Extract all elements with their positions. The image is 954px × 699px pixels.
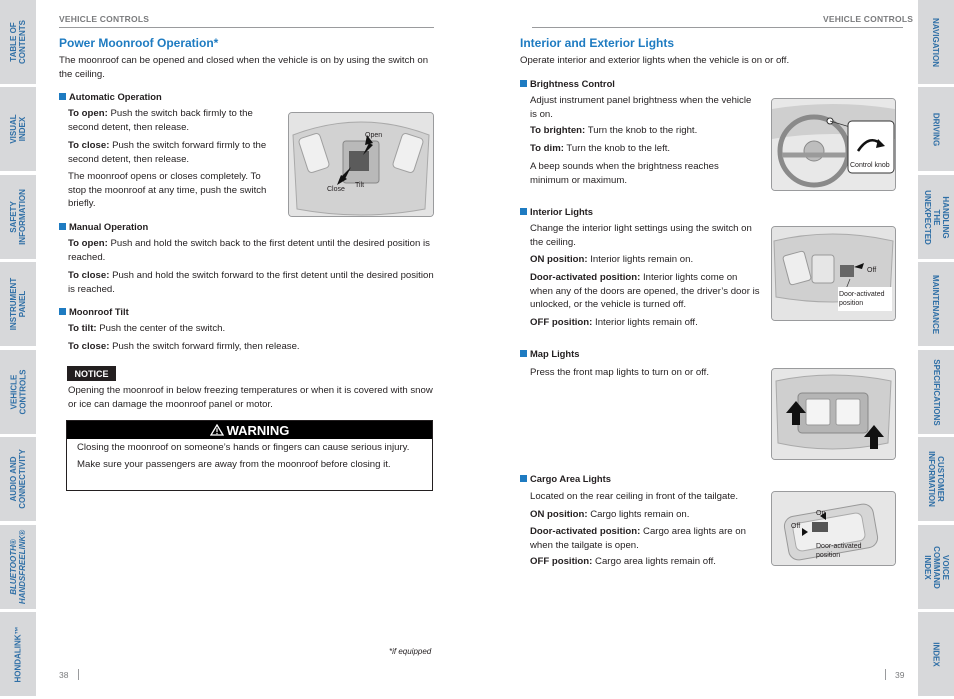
subheading-manual: Manual Operation bbox=[59, 221, 148, 232]
section-title: Interior and Exterior Lights bbox=[520, 36, 675, 50]
subheading-brightness: Brightness Control bbox=[520, 78, 615, 89]
page-number-left: 38 bbox=[59, 670, 69, 680]
subheading-tilt: Moonroof Tilt bbox=[59, 306, 129, 317]
intro-text: The moonroof can be opened and closed when the vehicle is on by using the switch on the ceiling. bbox=[59, 55, 429, 80]
interior-light-switch-figure bbox=[771, 226, 896, 321]
tab-table-of-contents[interactable]: TABLE OF CONTENTS bbox=[0, 0, 36, 87]
subheading-cargo-lights: Cargo Area Lights bbox=[520, 473, 611, 484]
running-head: VEHICLE CONTROLS bbox=[823, 14, 914, 24]
bullet-square-icon bbox=[520, 208, 527, 215]
manual-open-text: To open: Push and hold the switch back to the first detent until the desired position is reached. bbox=[68, 238, 430, 263]
warning-line-2: Make sure your passengers are away from the moonroof before closing it. bbox=[77, 458, 391, 470]
page-number-divider bbox=[885, 669, 886, 680]
tab-driving[interactable]: DRIVING bbox=[918, 87, 954, 174]
tab-index[interactable]: INDEX bbox=[918, 612, 954, 699]
cargo-door-text: Door-activated position: Cargo area lights are on when the tailgate is open. bbox=[530, 526, 746, 551]
tab-instrument-panel[interactable]: INSTRUMENT PANEL bbox=[0, 262, 36, 349]
running-head: VEHICLE CONTROLS bbox=[59, 14, 150, 24]
cargo-on-text: ON position: Cargo lights remain on. bbox=[530, 509, 690, 520]
left-section-tabs bbox=[0, 0, 36, 699]
cargo-off-label: Off bbox=[791, 523, 801, 530]
automatic-note: The moonroof opens or closes completely. To stop the moonroof at any time, push the switch briefly. bbox=[68, 171, 267, 209]
page-number-right: 39 bbox=[895, 670, 905, 680]
tab-bluetooth-handsfreelink[interactable]: BLUETOOTH® HANDSFREELINK® bbox=[0, 525, 36, 612]
interior-off-text: OFF position: Interior lights remain off. bbox=[530, 317, 698, 328]
bullet-square-icon bbox=[59, 93, 66, 100]
section-title: Power Moonroof Operation* bbox=[59, 36, 219, 50]
cargo-door-label-2: position bbox=[816, 552, 841, 559]
tab-visual-index[interactable]: VISUAL INDEX bbox=[0, 87, 36, 174]
notice-badge: NOTICE bbox=[67, 366, 116, 381]
automatic-open-text: To open: Push the switch back firmly to the second detent, then release. bbox=[68, 108, 253, 133]
subheading-map-lights: Map Lights bbox=[520, 348, 579, 359]
tab-audio-and-connectivity[interactable]: AUDIO AND CONNECTIVITY bbox=[0, 437, 36, 524]
tab-vehicle-controls[interactable]: VEHICLE CONTROLS bbox=[0, 350, 36, 437]
manual-close-text: To close: Push and hold the switch forward to the first detent until the desired position is reached. bbox=[68, 270, 434, 295]
dim-text: To dim: Turn the knob to the left. bbox=[530, 143, 671, 154]
subheading-automatic: Automatic Operation bbox=[59, 91, 162, 102]
subheading-interior-lights: Interior Lights bbox=[520, 206, 593, 217]
brightness-intro: Adjust instrument panel brightness when the vehicle is on. bbox=[530, 95, 752, 120]
warning-header: WARNING bbox=[67, 421, 432, 439]
warning-triangle-icon bbox=[210, 424, 224, 436]
tab-hondalink[interactable]: HONDALINK™ bbox=[0, 612, 36, 699]
tilt-label: Tilt bbox=[355, 182, 365, 189]
interior-door-label-1: Door-activated bbox=[839, 291, 885, 298]
interior-intro: Change the interior light settings using the switch on the ceiling. bbox=[530, 223, 752, 248]
tab-specifications[interactable]: SPECIFICATIONS bbox=[918, 350, 954, 437]
map-lights-text: Press the front map lights to turn on or off. bbox=[530, 367, 709, 378]
header-rule bbox=[532, 27, 903, 28]
bullet-square-icon bbox=[520, 350, 527, 357]
tab-customer-information[interactable]: CUSTOMER INFORMATION bbox=[918, 437, 954, 524]
warning-line-1: Closing the moonroof on someone’s hands or fingers can cause serious injury. bbox=[77, 442, 410, 453]
open-label: Open bbox=[365, 132, 383, 139]
tab-safety-information[interactable]: SAFETY INFORMATION bbox=[0, 175, 36, 262]
bullet-square-icon bbox=[59, 223, 66, 230]
header-rule bbox=[59, 27, 434, 28]
tilt-text: To tilt: Push the center of the switch. bbox=[68, 323, 226, 334]
warning-box bbox=[66, 420, 433, 491]
footnote: *if equipped bbox=[389, 647, 432, 656]
automatic-close-text: To close: Push the switch forward firmly to the second detent, then release. bbox=[68, 140, 267, 165]
tab-maintenance[interactable]: MAINTENANCE bbox=[918, 262, 954, 349]
cargo-off-text: OFF position: Cargo area lights remain off. bbox=[530, 556, 716, 567]
bullet-square-icon bbox=[59, 308, 66, 315]
bullet-square-icon bbox=[520, 475, 527, 482]
interior-off-label: Off bbox=[867, 267, 877, 274]
close-label: Close bbox=[327, 186, 345, 193]
cargo-intro: Located on the rear ceiling in front of the tailgate. bbox=[530, 491, 738, 502]
interior-on-text: ON position: Interior lights remain on. bbox=[530, 254, 694, 265]
tab-voice-command-index[interactable]: VOICE COMMAND INDEX bbox=[918, 525, 954, 612]
control-knob-label: Control knob bbox=[850, 162, 890, 169]
intro-text: Operate interior and exterior lights when the vehicle is on or off. bbox=[520, 55, 790, 66]
interior-door-text: Door-activated position: Interior lights come on when any of the doors are opened, the driver’s door is unlocked, or the vehicle is turned off. bbox=[530, 272, 760, 310]
right-section-tabs bbox=[918, 0, 954, 699]
brightness-note: A beep sounds when the brightness reaches minimum or maximum. bbox=[530, 161, 719, 186]
page-number-divider bbox=[78, 669, 79, 680]
notice-text: Opening the moonroof in below freezing temperatures or when it is covered with snow or ice can damage the moonroof panel or motor. bbox=[68, 385, 433, 410]
moonroof-switch-figure bbox=[288, 112, 434, 217]
instrument-panel-figure bbox=[771, 98, 896, 191]
interior-door-label-2: position bbox=[839, 300, 864, 307]
tab-navigation[interactable]: NAVIGATION bbox=[918, 0, 954, 87]
cargo-door-label-1: Door-activated bbox=[816, 543, 862, 550]
cargo-light-figure bbox=[771, 491, 896, 566]
brighten-text: To brighten: Turn the knob to the right. bbox=[530, 125, 698, 136]
tab-handling-the-unexpected[interactable]: HANDLING THE UNEXPECTED bbox=[918, 175, 954, 262]
bullet-square-icon bbox=[520, 80, 527, 87]
tilt-close-text: To close: Push the switch forward firmly, then release. bbox=[68, 341, 300, 352]
map-lights-figure bbox=[771, 368, 896, 460]
cargo-on-label: On bbox=[816, 510, 826, 517]
